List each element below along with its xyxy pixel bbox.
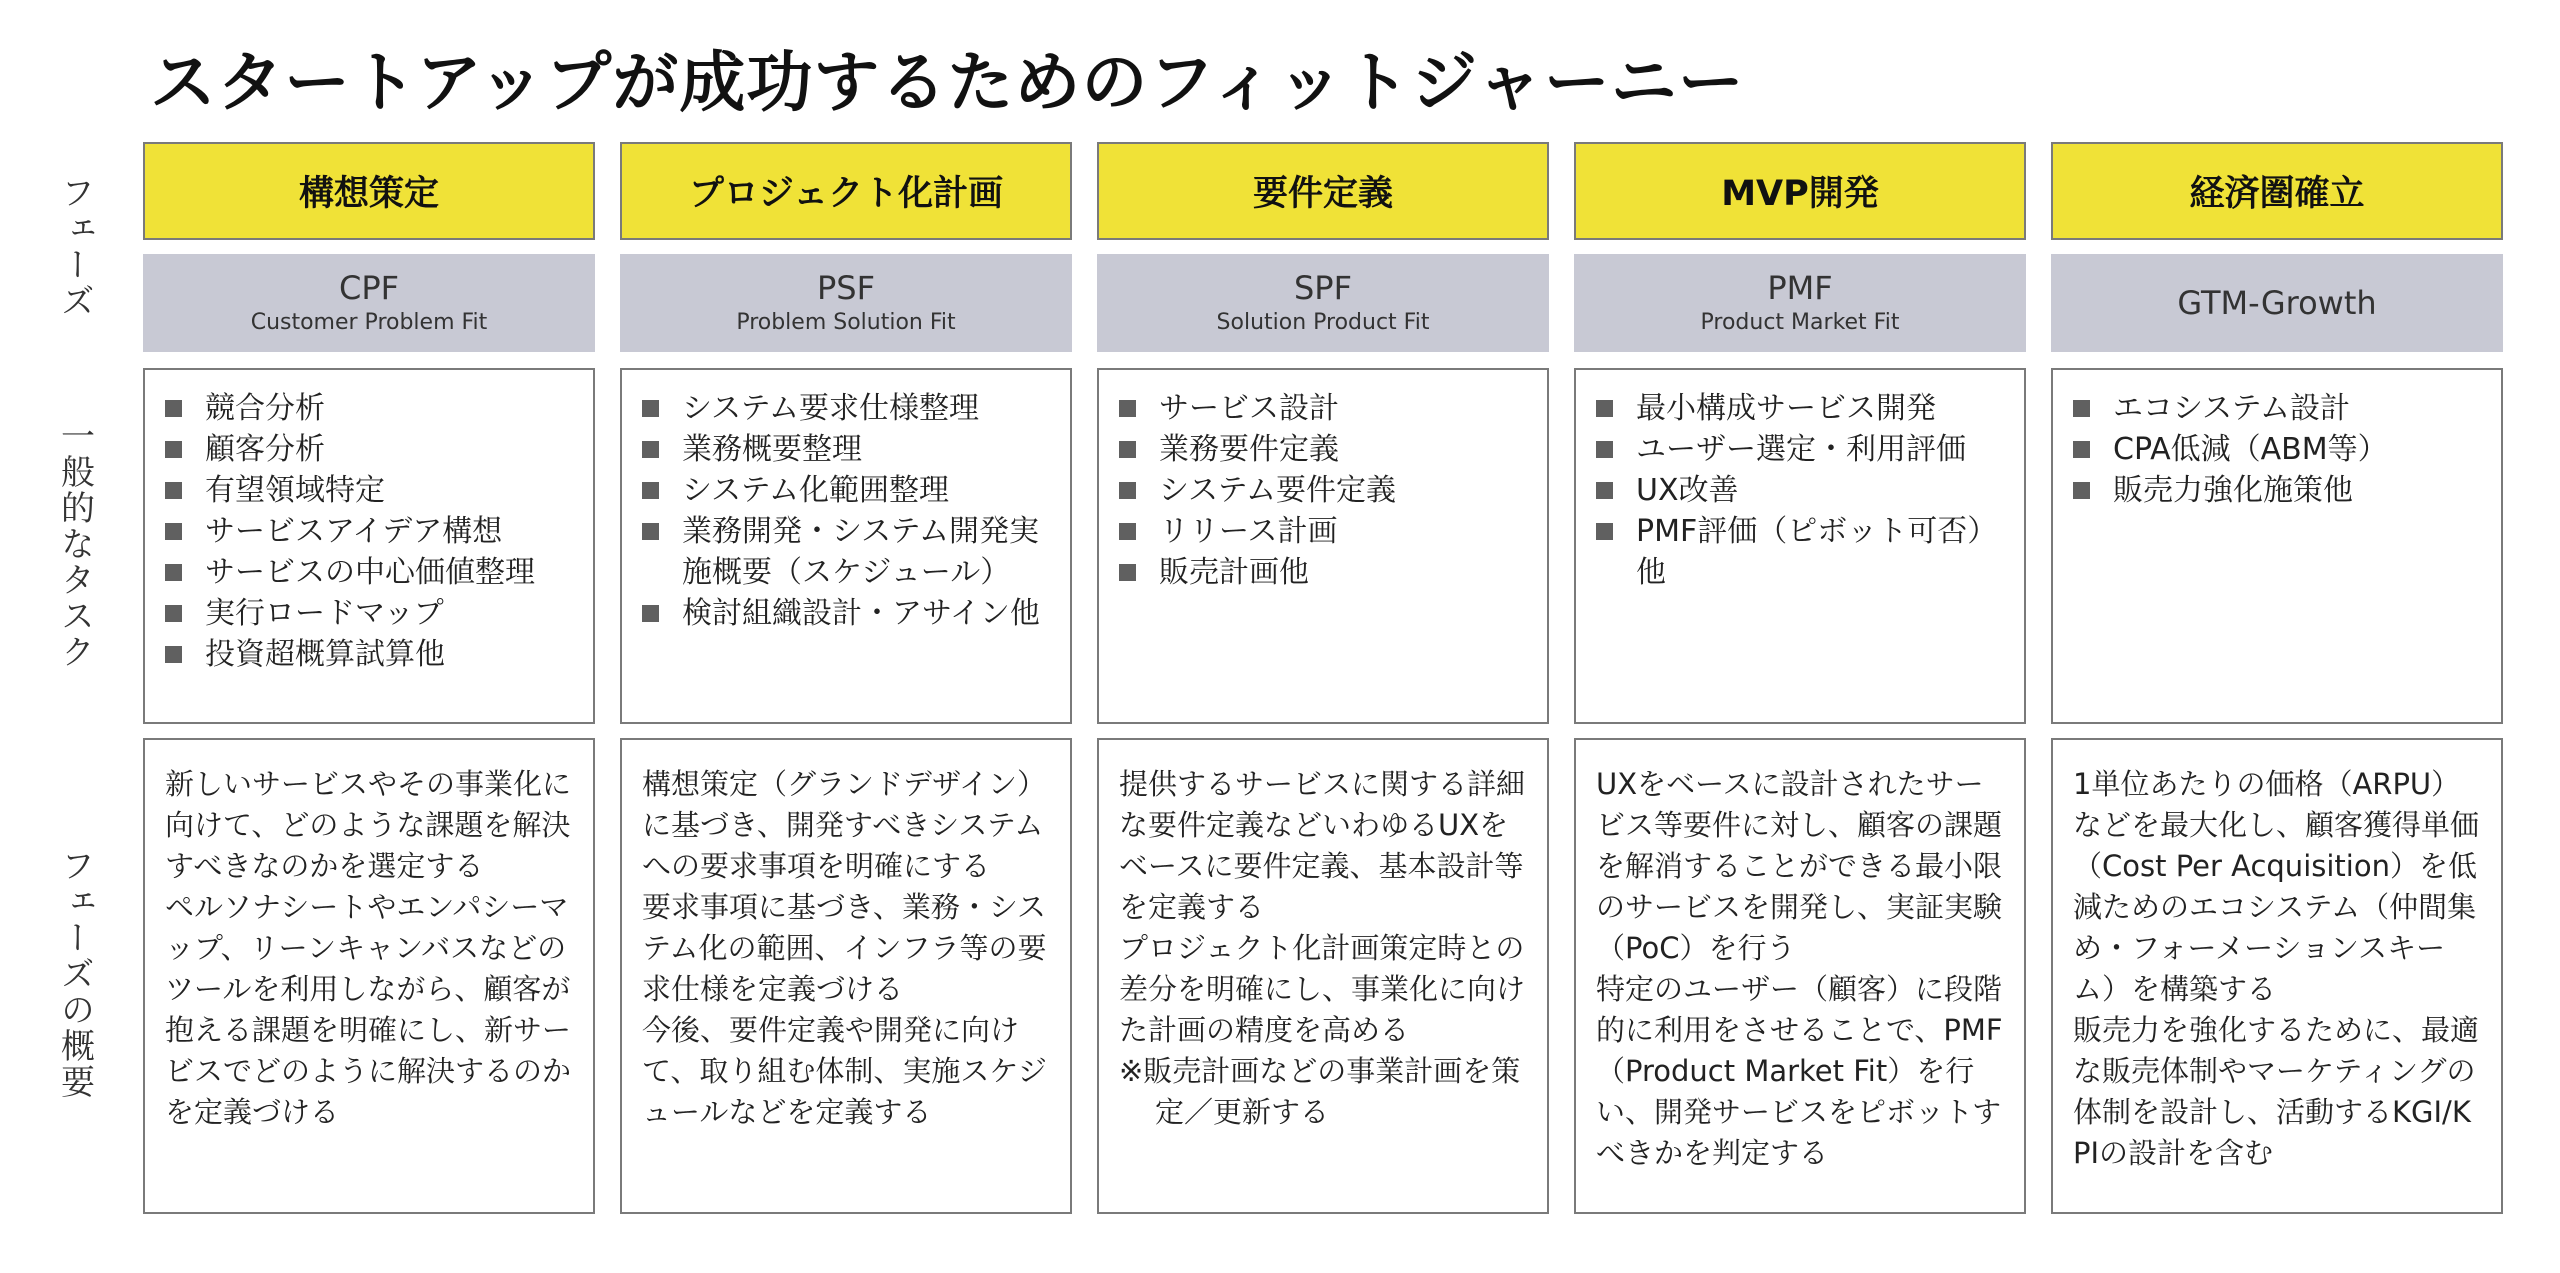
task-item: [165, 634, 579, 675]
summary-paragraph: 1単位あたりの価格（ARPU）などを最大化し、顧客獲得単価（Cost Per Acquisition）を低減ためのエコシステム（仲間集め・フォーメーションスキーム）を構築する: [2073, 767, 2480, 1006]
fit-code: SPF: [1293, 269, 1352, 307]
summary-paragraph: ※販売計画などの事業計画を策定／更新する: [1119, 1054, 1521, 1129]
square-bullet-icon: [165, 523, 182, 540]
summary-paragraph: 新しいサービスやその事業化に向けて、どのような課題を解決すべきなのかを選定する: [165, 767, 572, 883]
summary-paragraph: プロジェクト化計画策定時との差分を明確にし、事業化に向けた計画の精度を高める: [1119, 931, 1526, 1047]
square-bullet-icon: [165, 646, 182, 663]
task-text: エコシステム設計: [2113, 391, 2350, 426]
task-item: [1119, 470, 1533, 511]
square-bullet-icon: [1596, 482, 1613, 499]
task-item: [642, 388, 1056, 429]
task-text: UX改善: [1636, 473, 1739, 508]
task-text: ユーザー選定・利用評価: [1636, 432, 1966, 467]
task-item: [1596, 470, 2010, 511]
phase-header: 要件定義: [1097, 142, 1549, 240]
task-text: 業務概要整理: [682, 432, 862, 467]
task-item: [1596, 388, 2010, 429]
task-text: 業務開発・システム開発実施概要（スケジュール）: [682, 514, 1039, 590]
square-bullet-icon: [165, 482, 182, 499]
square-bullet-icon: [642, 605, 659, 622]
task-item: [165, 593, 579, 634]
square-bullet-icon: [2073, 482, 2090, 499]
row-label-summary: フェーズの概要: [54, 848, 95, 1100]
square-bullet-icon: [1119, 400, 1136, 417]
fit-label-box: [1574, 254, 2026, 352]
task-item: [165, 552, 579, 593]
square-bullet-icon: [642, 523, 659, 540]
task-item: [642, 593, 1056, 634]
task-item: [1596, 511, 2010, 593]
task-item: [165, 388, 579, 429]
task-text: CPA低減（ABM等）: [2113, 432, 2388, 467]
square-bullet-icon: [2073, 441, 2090, 458]
fit-subtitle: Problem Solution Fit: [736, 310, 956, 335]
square-bullet-icon: [165, 605, 182, 622]
task-item: [642, 429, 1056, 470]
task-text: 販売力強化施策他: [2113, 473, 2353, 508]
task-text: 販売計画他: [1159, 555, 1309, 590]
task-text: システム化範囲整理: [682, 473, 949, 508]
task-item: [1596, 429, 2010, 470]
task-text: 顧客分析: [205, 432, 325, 467]
fit-subtitle: Customer Problem Fit: [250, 310, 488, 335]
task-item: [642, 470, 1056, 511]
fit-subtitle: Solution Product Fit: [1216, 310, 1430, 335]
task-text: システム要件定義: [1159, 473, 1396, 508]
task-text: 実行ロードマップ: [205, 596, 444, 631]
task-box: [143, 368, 595, 724]
task-item: [165, 429, 579, 470]
task-list: [145, 370, 593, 675]
task-item: [1119, 429, 1533, 470]
fit-code: PMF: [1767, 269, 1833, 307]
page-title: スタートアップが成功するためのフィットジャーニー: [150, 44, 1745, 121]
task-text: 投資超概算試算他: [205, 637, 445, 672]
phase-header: プロジェクト化計画: [620, 142, 1072, 240]
task-text: PMF評価（ピボット可否）他: [1636, 514, 1998, 590]
summary-paragraph: ペルソナシートやエンパシーマップ、リーンキャンバスなどのツールを利用しながら、顧客が抱える課題を明確にし、新サービスでどのように解決するのかを定義づける: [165, 890, 572, 1129]
phase-header: 構想策定: [143, 142, 595, 240]
task-item: [1119, 511, 1533, 552]
task-list: [1576, 370, 2024, 593]
fit-label-box: [143, 254, 595, 352]
task-item: [1119, 388, 1533, 429]
task-item: [165, 511, 579, 552]
task-item: [2073, 429, 2487, 470]
task-box: [620, 368, 1072, 724]
square-bullet-icon: [1119, 523, 1136, 540]
square-bullet-icon: [1596, 523, 1613, 540]
task-text: サービス設計: [1159, 391, 1339, 426]
square-bullet-icon: [1596, 441, 1613, 458]
square-bullet-icon: [165, 441, 182, 458]
fit-subtitle: Product Market Fit: [1700, 310, 1900, 335]
summary-box: [1574, 738, 2026, 1214]
summary-paragraph: 要求事項に基づき、業務・システム化の範囲、インフラ等の要求仕様を定義づける: [642, 890, 1047, 1006]
summary-paragraph: UXをベースに設計されたサービス等要件に対し、顧客の課題を解消することができる最小限のサービスを開発し、実証実験（PoC）を行う: [1596, 767, 2003, 965]
square-bullet-icon: [642, 441, 659, 458]
fit-code: CPF: [338, 269, 400, 307]
summary-paragraph: 特定のユーザー（顧客）に段階的に利用をさせることで、PMF（Product Market Fit）を行い、開発サービスをピボットすべきかを判定する: [1596, 972, 2003, 1170]
task-text: システム要求仕様整理: [682, 391, 979, 426]
fit-label-box: [620, 254, 1072, 352]
square-bullet-icon: [642, 482, 659, 499]
summary-box: [143, 738, 595, 1214]
task-list: [1099, 370, 1547, 593]
summary-paragraph: 販売力を強化するために、最適な販売体制やマーケティングの体制を設計し、活動するKGI/KPIの設計を含む: [2073, 1013, 2480, 1170]
summary-box: [620, 738, 1072, 1214]
task-box: [1097, 368, 1549, 724]
square-bullet-icon: [1596, 400, 1613, 417]
square-bullet-icon: [1119, 564, 1136, 581]
task-text: 有望領域特定: [205, 473, 385, 508]
task-text: リリース計画: [1159, 514, 1338, 549]
task-item: [642, 511, 1056, 593]
task-text: 業務要件定義: [1159, 432, 1339, 467]
square-bullet-icon: [165, 400, 182, 417]
task-item: [2073, 388, 2487, 429]
summary-paragraph: 提供するサービスに関する詳細な要件定義などいわゆるUXをベースに要件定義、基本設計等を定義する: [1119, 767, 1526, 924]
fit-code: GTM-Growth: [2177, 284, 2377, 322]
phase-header: MVP開発: [1574, 142, 2026, 240]
fit-label-box: [2051, 254, 2503, 352]
row-label-phase: フェーズ: [54, 175, 95, 319]
task-box: [1574, 368, 2026, 724]
task-list: [622, 370, 1070, 634]
square-bullet-icon: [1119, 482, 1136, 499]
task-item: [2073, 470, 2487, 511]
square-bullet-icon: [2073, 400, 2090, 417]
fit-label-box: [1097, 254, 1549, 352]
task-text: 検討組織設計・アサイン他: [682, 596, 1040, 631]
fit-code: PSF: [816, 269, 875, 307]
task-box: [2051, 368, 2503, 724]
task-text: 最小構成サービス開発: [1636, 391, 1936, 426]
task-item: [1119, 552, 1533, 593]
square-bullet-icon: [1119, 441, 1136, 458]
square-bullet-icon: [165, 564, 182, 581]
task-item: [165, 470, 579, 511]
summary-box: [1097, 738, 1549, 1214]
square-bullet-icon: [642, 400, 659, 417]
summary-paragraph: 今後、要件定義や開発に向けて、取り組む体制、実施スケジュールなどを定義する: [642, 1013, 1047, 1129]
task-list: [2053, 370, 2501, 511]
summary-box: [2051, 738, 2503, 1214]
row-label-tasks: 一般的なタスク: [54, 418, 95, 670]
task-text: サービスの中心価値整理: [205, 555, 535, 590]
task-text: 競合分析: [205, 391, 325, 426]
summary-paragraph: 構想策定（グランドデザイン）に基づき、開発すべきシステムへの要求事項を明確にする: [642, 767, 1046, 883]
phase-header: 経済圏確立: [2051, 142, 2503, 240]
task-text: サービスアイデア構想: [205, 514, 503, 549]
